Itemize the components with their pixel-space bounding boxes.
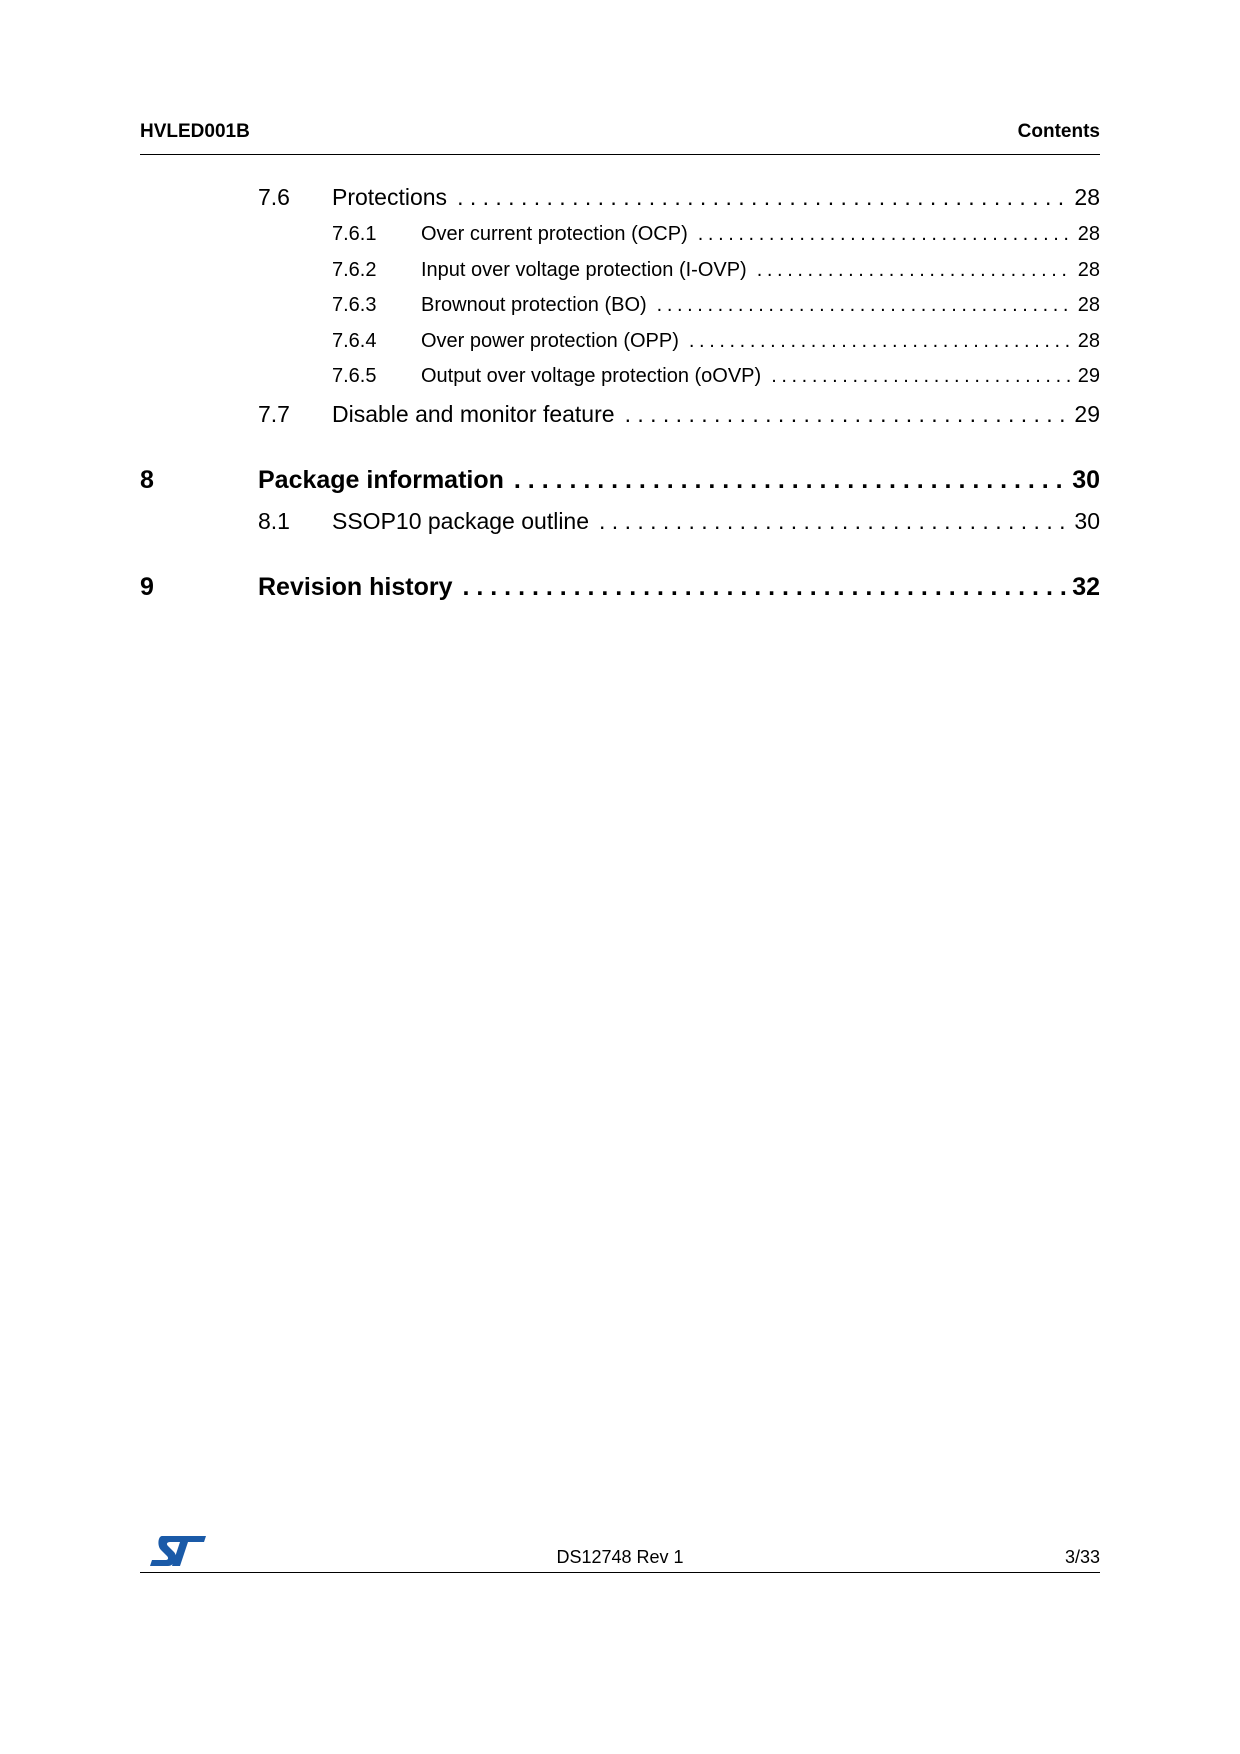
toc-entry-number: 7.6.1 bbox=[332, 223, 377, 245]
dot-leader bbox=[771, 365, 1072, 388]
doc-title: HVLED001B bbox=[140, 121, 250, 142]
toc-entry-page: 28 bbox=[1077, 223, 1100, 245]
toc-entry-title: Protections bbox=[332, 184, 448, 210]
dot-leader bbox=[514, 466, 1066, 495]
toc-entry-number: 8.1 bbox=[258, 508, 290, 534]
dot-leader bbox=[625, 401, 1069, 428]
toc-entry-title: Disable and monitor feature bbox=[332, 401, 615, 427]
dot-leader bbox=[657, 294, 1072, 317]
toc-entry-number: 7.7 bbox=[258, 401, 290, 427]
toc-entry-page: 30 bbox=[1074, 508, 1100, 534]
toc-entry[interactable] bbox=[140, 365, 1100, 388]
toc-entry-page: 28 bbox=[1077, 294, 1100, 316]
toc-entry-title: Output over voltage protection (oOVP) bbox=[421, 365, 762, 387]
toc-entry-page: 28 bbox=[1074, 184, 1100, 210]
dot-leader bbox=[463, 573, 1067, 602]
toc-entry-number: 9 bbox=[140, 573, 154, 601]
dot-leader bbox=[599, 508, 1068, 535]
toc-entry[interactable] bbox=[140, 259, 1100, 282]
dot-leader bbox=[457, 184, 1068, 211]
toc-chapter[interactable] bbox=[140, 573, 1100, 602]
toc-entry-page: 32 bbox=[1072, 573, 1100, 601]
document-id: DS12748 Rev 1 bbox=[556, 1547, 684, 1567]
toc-entry[interactable] bbox=[140, 330, 1100, 353]
toc-entry-page: 28 bbox=[1077, 259, 1100, 281]
toc-entry-title: Input over voltage protection (I-OVP) bbox=[421, 259, 747, 281]
toc-entry-number: 7.6.2 bbox=[332, 259, 377, 281]
section-title: Contents bbox=[1017, 121, 1100, 142]
toc-entry[interactable] bbox=[140, 401, 1100, 428]
dot-leader bbox=[757, 259, 1072, 282]
toc-entry[interactable] bbox=[140, 223, 1100, 246]
toc-entry-number: 7.6 bbox=[258, 184, 290, 210]
toc-entry-page: 30 bbox=[1072, 466, 1100, 494]
toc-entry-title: Brownout protection (BO) bbox=[421, 294, 647, 316]
toc-entry-number: 8 bbox=[140, 466, 154, 494]
toc-entry-page: 29 bbox=[1074, 401, 1100, 427]
toc-entry[interactable] bbox=[140, 184, 1100, 211]
page-footer bbox=[140, 1534, 1100, 1573]
toc-entry-title: Package information bbox=[258, 466, 504, 494]
toc-entry-title: SSOP10 package outline bbox=[332, 508, 590, 534]
toc-entry[interactable] bbox=[140, 508, 1100, 535]
toc-entry-number: 7.6.4 bbox=[332, 330, 377, 352]
toc-entry-title: Over current protection (OCP) bbox=[421, 223, 688, 245]
toc-entry-title: Over power protection (OPP) bbox=[421, 330, 679, 352]
dot-leader bbox=[689, 330, 1072, 353]
dot-leader bbox=[698, 223, 1072, 246]
page-header bbox=[140, 120, 1100, 155]
toc-chapter[interactable] bbox=[140, 466, 1100, 495]
toc-entry-number: 7.6.5 bbox=[332, 365, 377, 387]
toc-entry-page: 29 bbox=[1077, 365, 1100, 387]
page-number: 3/33 bbox=[1064, 1547, 1100, 1567]
toc-entry-title: Revision history bbox=[258, 573, 453, 601]
toc-entry-page: 28 bbox=[1077, 330, 1100, 352]
toc-entry[interactable] bbox=[140, 294, 1100, 317]
toc-entry-number: 7.6.3 bbox=[332, 294, 377, 316]
